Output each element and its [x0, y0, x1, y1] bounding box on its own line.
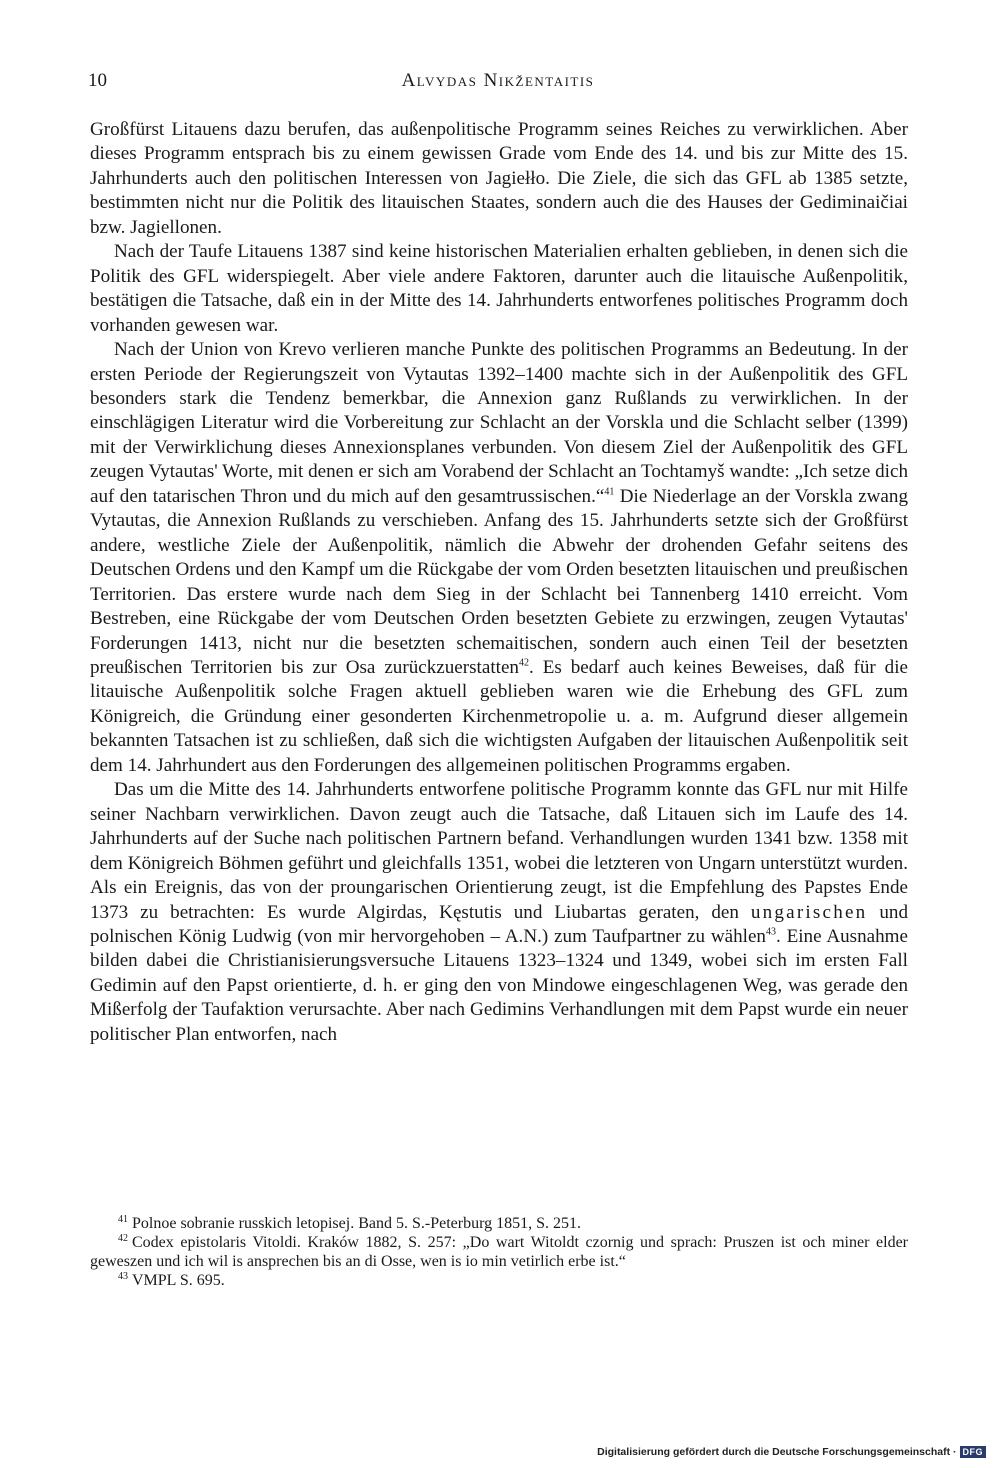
footnote-ref-43[interactable]: 43	[765, 926, 776, 938]
running-title: Alvydas Nikžentaitis	[401, 70, 595, 91]
paragraph-2: Nach der Taufe Litauens 1387 sind keine historischen Materialien erhalten geblieben, in denen sich die Politik des GFL widerspiegelt. Aber viele andere Faktoren, darunter auch die litauische Außenpolitik, bestätigen die Tatsache, daß ein in der Mitte des 14. Jahrhunderts entworfenes politisches Programm doch vorhanden gewesen war.	[90, 241, 908, 336]
paragraph-4-text-a: Das um die Mitte des 14. Jahrhunderts entworfene politische Programm konnte das GFL nur mit Hilfe seiner Nachbarn verwirklichen. Davon zeugt auch die Tatsache, daß Litauen sich im Laufe des 14. Jahrhunderts auf der Suche nach politischen Partnern befand. Verhandlungen wurden 1341 bzw. 1358 mit dem Königreich Böhmen geführt und gleichfalls 1351, wobei die letzteren von Ungarn unterstützt wurden. Als ein Ereignis, das von der proungarischen Orientierung zeugt, ist die Empfehlung des Papstes Ende 1373 zu betrachten: Es wurde Algirdas, Kęstutis und Liubartas geraten, den	[90, 779, 908, 923]
running-header	[88, 70, 908, 100]
footnote-text: Codex epistolaris Vitoldi. Kraków 1882, S. 257: „Do wart Witoldt czornig und sprach: Pruszen ist och miner elder geweszen und ich wil is ansprechen bis an di Osse, wen is io min vetirlich erbe ist.“	[90, 1234, 908, 1270]
footnotes	[90, 1214, 908, 1290]
footnote-mark: 43	[118, 1270, 128, 1282]
paragraph-3-text-b: Die Niederlage an der Vorskla zwang Vytautas, die Annexion Rußlands zu verschieben. Anfang des 15. Jahrhunderts setzte sich der Großfürst andere, westliche Ziele der Außenpolitik, nämlich die Abwehr der drohenden Gefahr seitens des Deutschen Ordens und den Kampf um die Rückgabe der vom Orden besetzten litauischen und preußischen Territorien. Das erstere wurde nach dem Sieg in der Schlacht bei Tannenberg 1410 erreicht. Vom Bestreben, eine Rückgabe der vom Deutschen Orden besetzten Gebiete zu erzwingen, zeugen Vytautas' Forderungen 1413, nicht nur die besetzten schemaitischen, sondern auch einen Teil der besetzten preußischen Territorien bis zur Osa zurückzuerstatten	[90, 485, 908, 678]
paragraph-4-text-c: . Eine Ausnahme bilden dabei die Christianisierungsversuche Litauens 1323–1324 und 1349, wobei sich im ersten Fall Gedimin auf den Papst orientierte, d. h. er ging den von Mindowe eingeschlagenen Weg, was gerade den Mißerfolg der Taufaktion verursachte. Aber nach Gedimins Verhandlungen mit dem Papst wurde ein neuer politischer Plan entworfen, nach	[90, 925, 908, 1045]
dfg-logo-icon: DFG	[960, 1446, 987, 1458]
footnote-41	[90, 1214, 908, 1233]
footnote-ref-42[interactable]: 42	[518, 657, 529, 669]
footnote-mark: 42	[118, 1232, 128, 1244]
paragraph-1: Großfürst Litauens dazu berufen, das außenpolitische Programm seines Reiches zu verwirklichen. Aber dieses Programm entsprach bis zu einem gewissen Grade vom Ende des 14. und bis zur Mitte des 15. Jahrhunderts auch den politischen Interessen von Jagiełło. Die Ziele, die sich das GFL ab 1385 setzte, bestimmten nicht nur die Politik des litauischen Staates, sondern auch die des Hauses der Gediminaičiai bzw. Jagiellonen.	[90, 119, 908, 238]
emphasized-word: ungarischen	[750, 901, 868, 923]
footnote-mark: 41	[118, 1213, 128, 1225]
paragraph-3	[90, 338, 908, 778]
footnote-text: Polnoe sobranie russkich letopisej. Band 5. S.-Peterburg 1851, S. 251.	[132, 1215, 581, 1232]
footnote-43	[90, 1271, 908, 1290]
paragraph-3-text-a: Nach der Union von Krevo verlieren manche Punkte des politischen Programms an Bedeutung. In der ersten Periode der Regierungszeit von Vytautas 1392–1400 machte sich in der Außenpolitik des GFL besonders stark die Tendenz bemerkbar, die Annexion ganz Rußlands zu verwirklichen. In der einschlägigen Literatur wird die Vorbereitung zur Schlacht an der Vorskla und die Schlacht selber (1399) mit der Verwirklichung dieses Annexionsplanes verbunden. Von diesem Ziel der Außenpolitik des GFL zeugen Vytautas' Worte, mit denen er sich am Vorabend der Schlacht an Tochtamyš wandte: „Ich setze dich auf den tatarischen Thron und du mich auf den gesamtrussischen.“	[90, 339, 908, 507]
body-text	[90, 118, 908, 1047]
footnote-ref-41[interactable]: 41	[604, 486, 615, 498]
paragraph-4-text-b: und polnischen König Ludwig (von mir hervorgehoben – A.N.) zum Taufpartner zu wählen	[90, 901, 908, 947]
paragraph-4	[90, 778, 908, 1047]
paragraph-3-text-c: . Es bedarf auch keines Beweises, daß für die litauische Außenpolitik solche Fragen aktuell geblieben waren wie die Erhebung des GFL zum Königreich, die Gründung einer gesonderten Kirchenmetropolie u. a. m. Aufgrund dieser allgemein bekannten Tatsachen ist zu schließen, daß sich die wichtigsten Aufgaben der litauischen Außenpolitik seit dem 14. Jahrhundert aus den Forderungen des allgemeinen politischen Programms ergaben.	[90, 656, 909, 776]
page-number: 10	[88, 70, 107, 91]
footnote-42	[90, 1233, 908, 1271]
funding-credit	[597, 1444, 986, 1460]
footnote-text: VMPL S. 695.	[132, 1272, 225, 1289]
credit-text: Digitalisierung gefördert durch die Deutsche Forschungsgemeinschaft ·	[597, 1446, 957, 1458]
